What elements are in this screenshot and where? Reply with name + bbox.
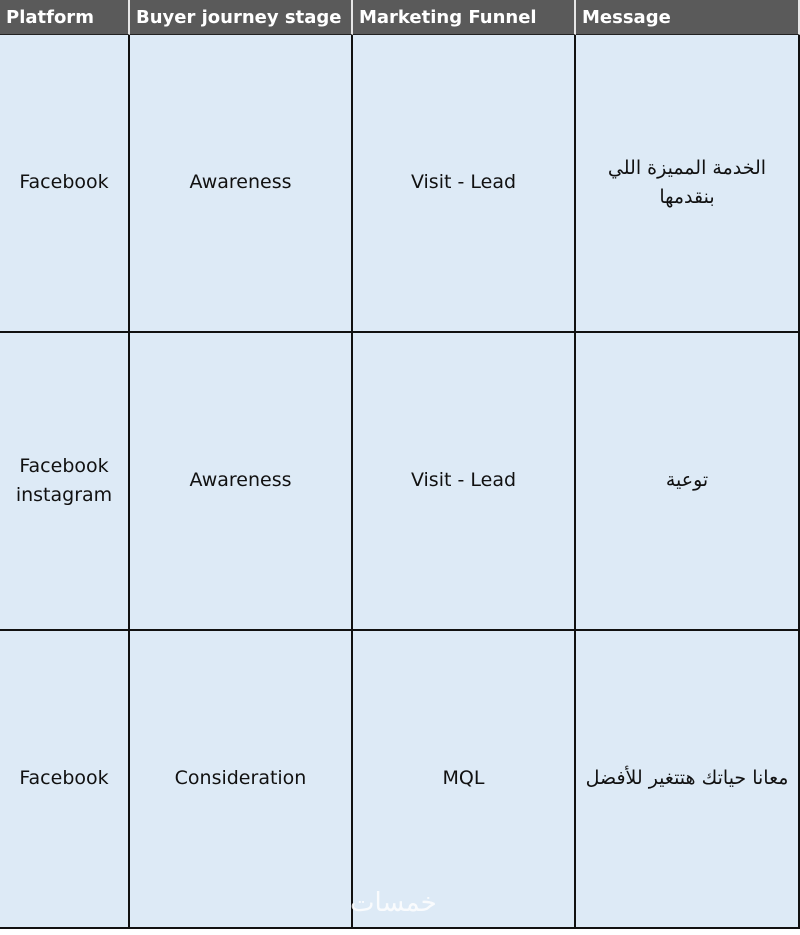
cell-message[interactable]: توعية bbox=[576, 333, 800, 631]
header-message[interactable]: Message bbox=[576, 0, 800, 35]
watermark-logo: خمسات bbox=[350, 888, 437, 918]
cell-stage[interactable]: Consideration bbox=[130, 631, 353, 929]
cell-platform[interactable]: Facebook bbox=[0, 631, 130, 929]
cell-funnel[interactable]: Visit - Lead bbox=[353, 333, 576, 631]
cell-message[interactable]: معانا حياتك هتتغير للأفضل bbox=[576, 631, 800, 929]
header-marketing-funnel[interactable]: Marketing Funnel bbox=[353, 0, 576, 35]
cell-message[interactable]: الخدمة المميزة اللي بنقدمها bbox=[576, 35, 800, 333]
cell-stage[interactable]: Awareness bbox=[130, 333, 353, 631]
cell-platform[interactable]: Facebook bbox=[0, 35, 130, 333]
cell-platform[interactable]: Facebook instagram bbox=[0, 333, 130, 631]
cell-funnel[interactable]: Visit - Lead bbox=[353, 35, 576, 333]
header-platform[interactable]: Platform bbox=[0, 0, 130, 35]
header-buyer-journey-stage[interactable]: Buyer journey stage bbox=[130, 0, 353, 35]
cell-stage[interactable]: Awareness bbox=[130, 35, 353, 333]
bottom-margin bbox=[0, 929, 800, 935]
cell-funnel[interactable]: MQL bbox=[353, 631, 576, 929]
